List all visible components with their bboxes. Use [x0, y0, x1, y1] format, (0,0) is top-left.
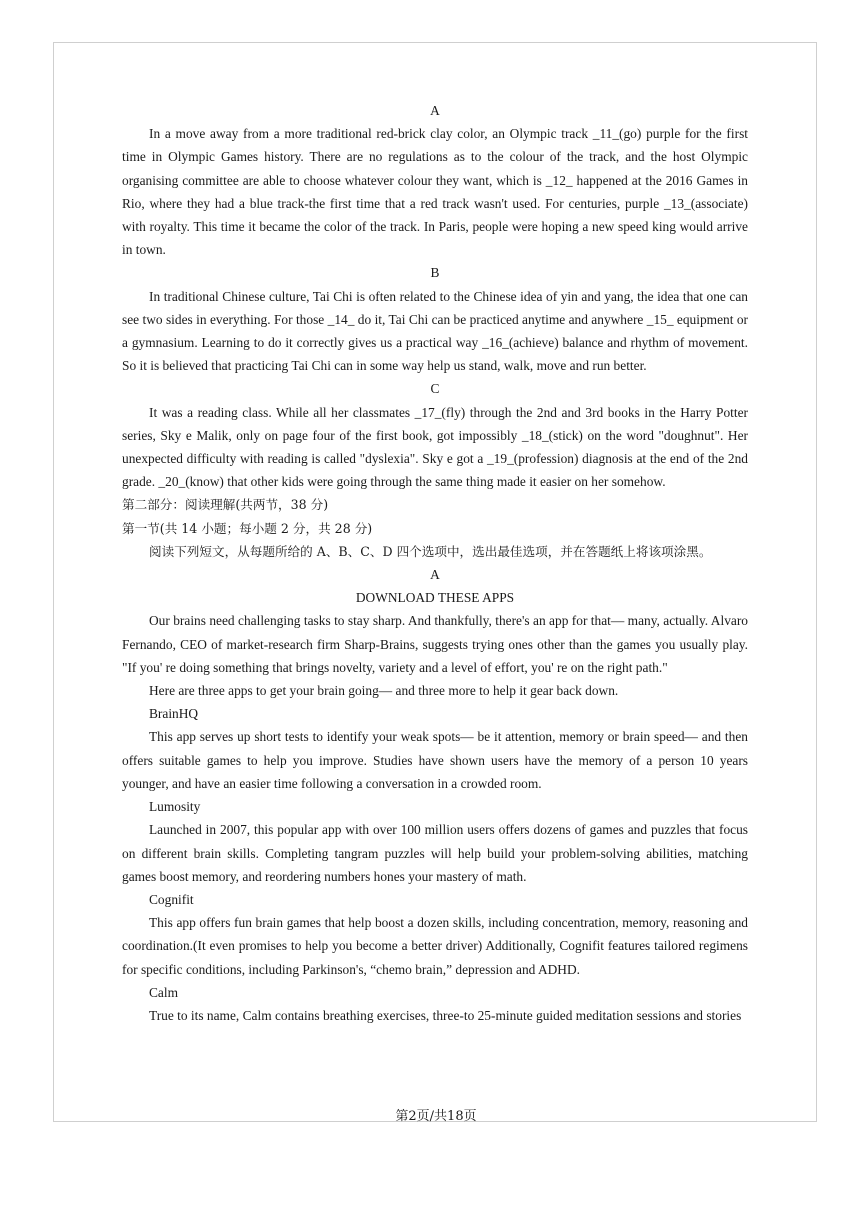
section-a-text: In a move away from a more traditional red-brick clay color, an Olympic track _11_(go) purple for the first time in Olympic Games history. There are no regulations as to the colour of the track, and the host Olympic organising committee are able to choose whatever colour they want, which is _12_ happened at the 2016 Games in Rio, where they had a blue track-the first time that a red track wasn't used. For centuries, purple _13_(associate) with royalty. This time it became the color of the track. In Paris, people were hoping a new speed king would arrive in town.: [122, 126, 748, 258]
app-name-brainhq: BrainHQ: [149, 706, 199, 722]
app-desc-lumosity: Launched in 2007, this popular app with over 100 million users offers dozens of games and puzzles that focus on different brain skills. Completing tangram puzzles will help build your problem-solving abilities, matching games boost memory, and reordering numbers hones your mastery of math.: [122, 822, 748, 884]
section-b-text: In traditional Chinese culture, Tai Chi is often related to the Chinese idea of yin and yang, the idea that one can see two sides in everything. For those _14_ do it, Tai Chi can be practiced anytime and anywhere _15_ equipment or a gymnasium. Learning to do it correctly gives us a practical way _16_(achieve) balance and rhythm of movement. So it is believed that practicing Tai Chi can in some way help us stand, walk, move and run better.: [122, 288, 748, 374]
part2-title: 第二部分：阅读理解(共两节，38 分): [122, 497, 329, 513]
app-desc-brainhq: This app serves up short tests to identify your weak spots— be it attention, memory or brain speed— and then offers suitable games to help you improve. Studies have shown users have the memory of a person 10 years younger, and have an easier time following a conversation in a crowded room.: [122, 729, 748, 791]
section-a-heading: A: [430, 103, 440, 118]
passage-a-title: DOWNLOAD THESE APPS: [355, 590, 515, 606]
app-name-lumosity: Lumosity: [149, 799, 201, 815]
section-c-heading: C: [430, 381, 440, 397]
passage-a-intro: Our brains need challenging tasks to stay sharp. And thankfully, there's an app for that— many, actually. Alvaro Fernando, CEO of market-research firm Sharp-Brains, suggests trying ones other than the games you usually play. "If you' re doing something that brings novelty, variety and a level of effort, you' re on the right path.": [122, 613, 748, 675]
app-desc-calm: True to its name, Calm contains breathing exercises, three-to 25-minute guided meditation sessions and stories: [149, 1007, 742, 1023]
app-name-calm: Calm: [149, 984, 179, 1000]
section-b-heading: B: [430, 265, 440, 281]
document-page: [53, 42, 817, 1122]
part2-subtitle: 第一节(共 14 小题；每小题 2 分，共 28 分): [122, 520, 373, 536]
passage-a-intro-2: Here are three apps to get your brain going— and three more to help it gear back down.: [149, 683, 619, 699]
page-footer: 第2页/共18页: [395, 1109, 477, 1124]
page-content: [122, 99, 748, 1027]
app-desc-cognifit: This app offers fun brain games that help boost a dozen skills, including concentration, memory, reasoning and coordination.(It even promises to help you become a better driver) Additionally, Cognifit features tailored regimens for specific conditions, including Parkinson's, “chemo brain,” depression and ADHD.: [122, 915, 748, 977]
passage-a-heading: A: [430, 567, 440, 583]
section-c-text: It was a reading class. While all her classmates _17_(fly) through the 2nd and 3rd books in the Harry Potter series, Sky e Malik, only on page four of the first book, got impossibly _18_(stick) on the word "doughnut". Her unexpected difficulty with reading is called "dyslexia". Sky e got a _19_(profession) diagnosis at the end of the 2nd grade. _20_(know) that other kids were going through the same thing made it easier on her somehow.: [122, 404, 748, 490]
app-name-cognifit: Cognifit: [149, 891, 194, 907]
part2-instruction: 阅读下列短文，从每题所给的 A、B、C、D 四个选项中，选出最佳选项，并在答题纸上将该项涂黑。: [149, 543, 712, 559]
